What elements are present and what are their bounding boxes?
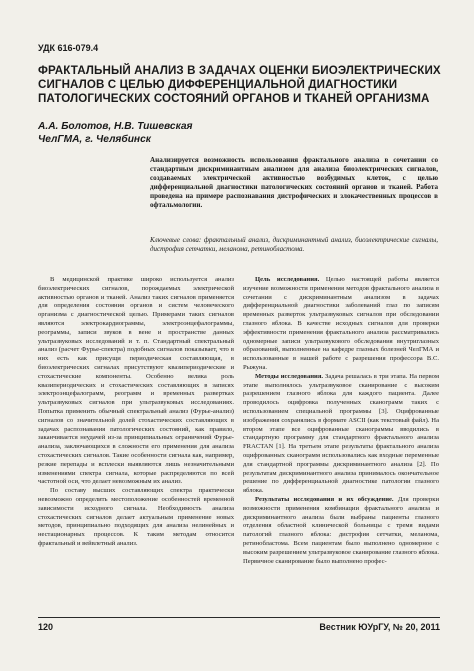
footer-divider <box>38 617 440 618</box>
results-heading-paragraph <box>243 496 439 566</box>
authors-names: А.А. Болотов, Н.В. Тишевская <box>38 121 193 132</box>
methods-paragraph <box>243 373 439 496</box>
left-column <box>38 276 234 549</box>
intro-paragraph: В медицинской практике широко используется анализ биоэлектрических сигналов, порождаемых электрической активностью органов и тканей. Анализ таких сигналов применяется для определения состояния органов и систем человеческого организма с диагностической целью. Примерами таких сигналов являются электрокардиограммы, электроэнцефалограммы, реограммы, записи звуков в вене и пространстве данных ультразвуковых исследований и т. п. Стандартный спектральный анализ (расчет Фурье-спектра) подобных сигналов показывает, что в них есть как присущи периодическая составляющая, в биоэлектрических сигналах присутствуют квазипериодические и стохастические компоненты. Особенно велика роль квазипериодических и стохастических составляющих в записях электроэнцефалограмм, реограмм и временных развертках ультразвуковых сигналов при ультразвуковых исследованиях. Попытка применить обычный спектральный анализ (Фурье-анализ) сигналов со значительной долей стохастических составляющих в задачах распознавания патологических состояний, как правило, заканчивается неудачей из-за принципиальных ограничений Фурье-анализа, заключающихся в сложности его применения для анализа стохастических сигналов. Такие особенности сигнала как, например, резкие перепады и всплески выявляются лишь незначительными изменениями спектра сигнала, которые распределяются по всей частотной оси, что делает невозможным их анализ. <box>38 276 234 486</box>
methods-heading: Методы исследования. <box>255 372 324 380</box>
results-text: Для проверки возможности применения комбинации фрактального анализа и дискриминантного анализа были выбраны пациенты глазного отделения областной клинической больницы с тремя видами патологий глазного яблока: дистрофия сетчатки, меланома, ретинобластома. Всем пациентам было выполнено одномерное с высоким разрешением ультразвуковое сканирование глазного яблока. Первичное сканирование было выполнено профес- <box>243 495 440 565</box>
journal-name: Вестник ЮУрГУ, № 20, 2011 <box>319 622 440 632</box>
goal-paragraph <box>243 276 439 373</box>
authors-block <box>38 120 193 146</box>
goal-heading: Цель исследования. <box>255 276 320 283</box>
intro-paragraph-2: По составу высших составляющих спектра практически невозможно определить местоположение особенностей временной зависимости исходного сигнала. Необходимость анализа стохастических сигналов делает актуальным применение новых методов, принципиально подходящих для анализа нелинейных и нестационарных процессов. К таким методам относится фрактальный и вейвлетный анализ. <box>38 487 234 547</box>
results-heading: Результаты исследования и их обсуждение. <box>255 495 394 503</box>
article-title: ФРАКТАЛЬНЫЙ АНАЛИЗ В ЗАДАЧАХ ОЦЕНКИ БИОЭЛЕКТРИЧЕСКИХ СИГНАЛОВ С ЦЕЛЬЮ ДИФФЕРЕНЦИАЛЬНОЙ ДИАГНОСТИКИ ПАТОЛОГИЧЕСКИХ СОСТОЯНИЙ ОРГАНОВ И ТКАНЕЙ ОРГАНИЗМА <box>38 64 441 105</box>
keywords: Ключевые слова: фрактальный анализ, дискриминантный анализ, биоэлектрические сигналы, дистрофия сетчатки, меланома, ретинобластома. <box>150 236 438 253</box>
abstract: Анализируется возможность использования фрактального анализа в сочетании со стандартным дискриминантным анализом для анализа биоэлектрических сигналов, создаваемых электрической активностью возбудимых клеток, с целью дифференциальной диагностики патологических состояний органов и тканей. Работа проведена на примере распознавания дистрофических и злокачественных процессов в офтальмологии. <box>150 156 438 209</box>
udk-code: УДК 616-079.4 <box>38 43 99 53</box>
right-column <box>243 276 439 566</box>
methods-text: Задача решалась в три этапа. На первом этапе выполнялось ультразвуковое сканирование с высоким разрешением глазного яблока для каждого пациента. Далее проводилось оцифровка полученных сканограмм таких с использованием специальной программы [3]. Оцифрованные изображения сохранялись в формате ASCII (как текстовый файл). На втором этапе все оцифрованные сканограммы вводились в стандартную программу для стандартного фрактального анализа FRACTAN [1]. На третьем этапе результаты фрактального анализа оцифрованных сканограмм использовались как входные переменные для стандартной программы дискриминантного анализа [2]. По результатам дискриминантного анализа принималось окончательное решение по дифференциальной диагностике патологии глазного яблока. <box>243 372 439 495</box>
page-number: 120 <box>38 622 54 632</box>
goal-text: Целью настоящей работы является изучение возможности применения методов фрактального анализа в сочетании с дискриминантным анализом в задачах дифференциальной диагностики заболеваний глаз по записям временных разверток ультразвуковых сигналов при обследовании глазного яблока. В качестве исходных сигналов для проверки эффективности применения фрактального анализа рассматривались одномерные записи ультразвукового обследования внутриглазных образований, выполненные на кафедре глазных болезней ЧелГМА и использованные в нашей работе с разрешения профессора В.С. Рыжуна. <box>243 276 439 371</box>
authors-affiliation: ЧелГМА, г. Челябинск <box>38 134 151 145</box>
